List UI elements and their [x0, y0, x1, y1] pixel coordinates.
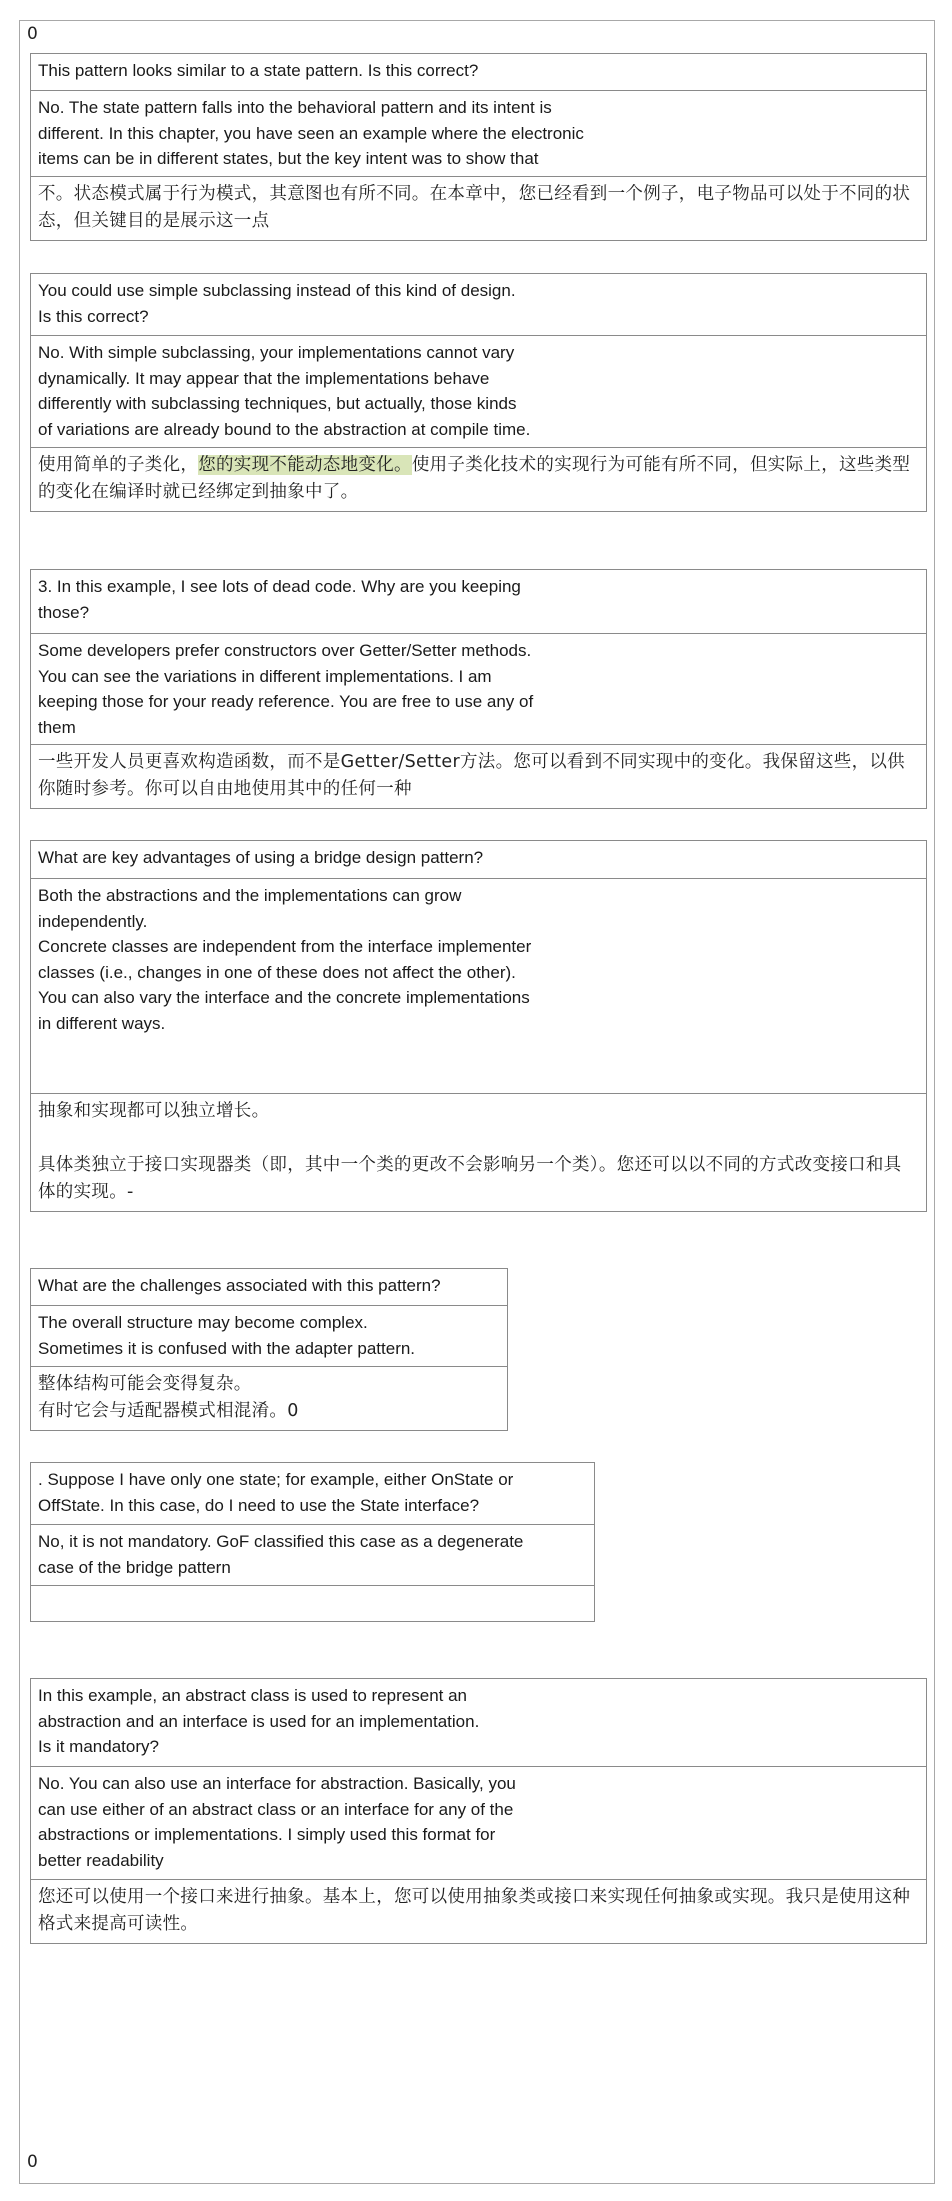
answer-cell: No. You can also use an interface for abstraction. Basically, you can use either of an abstract class or an interface for any of the abstractions or implementations. I simply used this format for better readability	[31, 1766, 926, 1879]
translation-cell	[31, 1585, 594, 1621]
page-number-top: 0	[27, 24, 38, 44]
answer-cell: No, it is not mandatory. GoF classified this case as a degenerate case of the bridge pattern	[31, 1524, 594, 1585]
question-cell: What are key advantages of using a bridge design pattern?	[38, 848, 484, 867]
qa-block-state-pattern	[30, 53, 927, 241]
translation-cell: 抽象和实现都可以独立增长。 具体类独立于接口实现器类（即，其中一个类的更改不会影响另一个类）。您还可以以不同的方式改变接口和具体的实现。-	[31, 1093, 926, 1211]
translation-cell: 整体结构可能会变得复杂。 有时它会与适配器模式相混淆。0	[31, 1366, 507, 1430]
question-cell: You could use simple subclassing instead of this kind of design. Is this correct?	[38, 281, 516, 326]
translation-cell: 您还可以使用一个接口来进行抽象。基本上，您可以使用抽象类或接口来实现任何抽象或实现。我只是使用这种格式来提高可读性。	[31, 1879, 926, 1943]
answer-cell: No. The state pattern falls into the behavioral pattern and its intent is different. In this chapter, you have seen an example where the electronic items can be in different states, but the key intent was to show that	[31, 90, 926, 176]
translation-text: 使用子类化技术的实现行为可能有所不同，但实际上，这些类型的变化在编译时就已经绑定到抽象中了。	[38, 455, 911, 502]
answer-cell: Some developers prefer constructors over Getter/Setter methods. You can see the variations in different implementations. I am keeping those for your ready reference. You are free to use any of them	[31, 633, 926, 744]
question-cell: What are the challenges associated with this pattern?	[38, 1276, 441, 1295]
translation-cell: 一些开发人员更喜欢构造函数，而不是Getter/Setter方法。您可以看到不同实现中的变化。我保留这些，以供你随时参考。你可以自由地使用其中的任何一种	[31, 744, 926, 808]
translation-text: 使用简单的子类化，	[38, 455, 199, 475]
question-cell: In this example, an abstract class is used to represent an abstraction and an interface is used for an implementation. Is it mandatory?	[38, 1686, 480, 1756]
answer-cell: Both the abstractions and the implementations can grow independently. Concrete classes are independent from the interface implementer classes (i.e., changes in one of these does not affect the other). You can also vary the interface and the concrete implementations in different ways.	[31, 878, 926, 1093]
question-cell: . Suppose I have only one state; for example, either OnState or OffState. In this case, do I need to use the State interface?	[38, 1470, 514, 1515]
qa-block-challenges	[30, 1268, 508, 1431]
answer-cell: The overall structure may become complex. Sometimes it is confused with the adapter pattern.	[31, 1305, 507, 1366]
answer-cell: No. With simple subclassing, your implementations cannot vary dynamically. It may appear that the implementations behave differently with subclassing techniques, but actually, those kinds of variations are already bound to the abstraction at compile time.	[31, 335, 926, 447]
qa-block-advantages	[30, 840, 927, 1212]
qa-block-dead-code	[30, 569, 927, 809]
page-number-bottom: 0	[27, 2152, 38, 2172]
highlighted-text: 您的实现不能动态地变化。	[198, 455, 412, 475]
translation-cell	[31, 447, 926, 511]
qa-block-subclassing	[30, 273, 927, 512]
qa-block-one-state	[30, 1462, 595, 1622]
translation-cell: 不。状态模式属于行为模式，其意图也有所不同。在本章中，您已经看到一个例子，电子物品可以处于不同的状态，但关键目的是展示这一点	[31, 176, 926, 240]
question-cell: 3. In this example, I see lots of dead code. Why are you keeping those?	[38, 577, 521, 622]
question-cell: This pattern looks similar to a state pattern. Is this correct?	[38, 61, 479, 80]
qa-block-abstract-class	[30, 1678, 927, 1944]
